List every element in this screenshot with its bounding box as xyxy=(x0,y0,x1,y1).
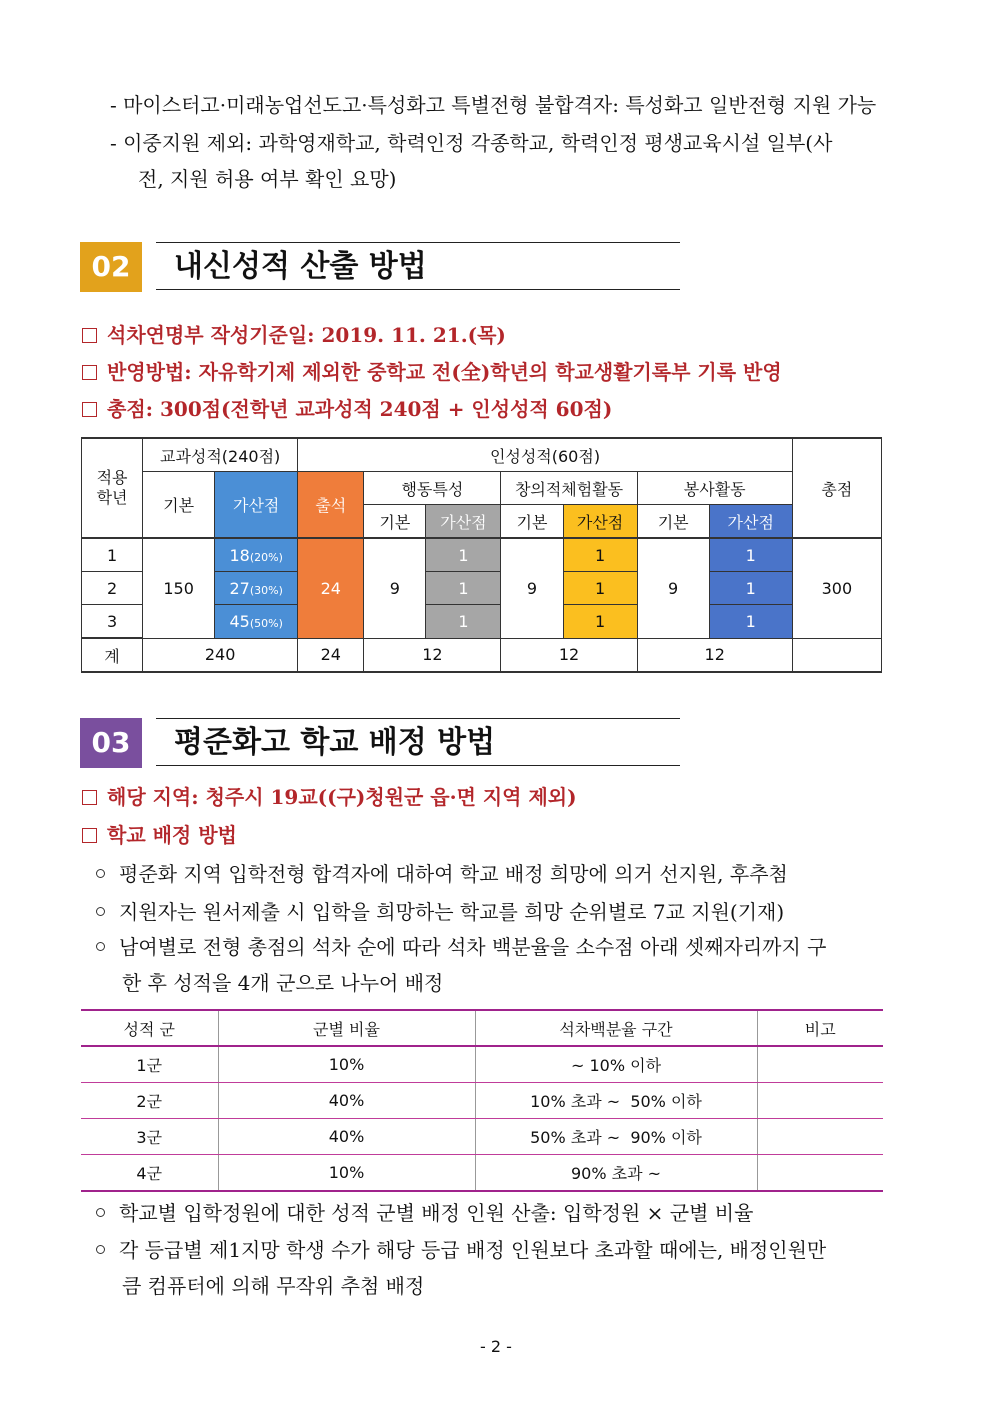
circle-bullet-icon xyxy=(96,907,105,916)
behavior-basic-cell: 9 xyxy=(364,538,426,638)
header-subject-bonus: 가산점 xyxy=(215,472,298,539)
checkbox-icon xyxy=(82,790,97,805)
checkbox-icon xyxy=(82,402,97,417)
sum-subject: 240 xyxy=(143,638,298,672)
table-row: 1군 10% ~ 10% 이하 xyxy=(81,1046,883,1083)
bullet-3-cont: 한 후 성적을 4개 군으로 나누어 배정 xyxy=(122,971,444,995)
header-behavior: 행동특성 xyxy=(364,472,501,505)
header-behavior-bonus: 가산점 xyxy=(426,505,501,539)
header-subject-basic: 기본 xyxy=(143,472,215,539)
volunteer-basic-cell: 9 xyxy=(637,538,709,638)
header-character: 인성성적(60점) xyxy=(298,438,793,472)
header-volunteer-bonus: 가산점 xyxy=(709,505,792,539)
header-subject: 교과성적(240점) xyxy=(143,438,298,472)
creative-bonus-cell: 1 xyxy=(563,605,637,639)
sum-behavior: 12 xyxy=(364,638,501,672)
checkbox-icon xyxy=(82,328,97,343)
sec03-item-1: 해당 지역: 청주시 19교((구)청원군 읍·면 지역 제외) xyxy=(82,780,577,814)
after-bullet-2-cont: 큼 컴퓨터에 의해 무작위 추첨 배정 xyxy=(122,1274,425,1298)
grade-cell: 3 xyxy=(82,605,143,639)
intro-line-3: 전, 지원 허용 여부 확인 요망) xyxy=(138,167,397,191)
header-creative-basic: 기본 xyxy=(501,505,563,539)
subject-bonus-cell: 45(50%) xyxy=(215,605,298,639)
bullet-2: 지원자는 원서제출 시 입학을 희망하는 학교를 희망 순위별로 7교 지원(기재) xyxy=(96,895,784,929)
sum-volunteer: 12 xyxy=(637,638,792,672)
section-number: 02 xyxy=(80,242,142,292)
intro-line-1: - 마이스터고·미래농업선도고·특성화고 특별전형 불합격자: 특성화고 일반전형 지원 가능 xyxy=(110,93,877,117)
after-bullet-1: 학교별 입학정원에 대한 성적 군별 배정 인원 산출: 입학정원 × 군별 비율 xyxy=(96,1196,753,1230)
subject-bonus-cell: 27(30%) xyxy=(215,572,298,605)
checkbox-icon xyxy=(82,365,97,380)
circle-bullet-icon xyxy=(96,942,105,951)
creative-basic-cell: 9 xyxy=(501,538,563,638)
subject-bonus-cell: 18(20%) xyxy=(215,538,298,572)
header-attendance: 출석 xyxy=(298,472,364,539)
header-creative: 창의적체험활동 xyxy=(501,472,637,505)
creative-bonus-cell: 1 xyxy=(563,572,637,605)
sum-attendance: 24 xyxy=(298,638,364,672)
volunteer-bonus-cell: 1 xyxy=(709,538,792,572)
bullet-1: 평준화 지역 입학전형 합격자에 대하여 학교 배정 희망에 의거 선지원, 후추첨 xyxy=(96,857,788,891)
table-row: 3군 40% 50% 초과 ~ 90% 이하 xyxy=(81,1119,883,1155)
section-title: 평준화고 학교 배정 방법 xyxy=(156,718,680,766)
sum-total-empty xyxy=(792,638,881,672)
circle-bullet-icon xyxy=(96,869,105,878)
section-title: 내신성적 산출 방법 xyxy=(156,242,680,290)
circle-bullet-icon xyxy=(96,1208,105,1217)
sec02-item-1: 석차연명부 작성기준일: 2019. 11. 21.(목) xyxy=(82,318,506,352)
intro-line-2: - 이중지원 제외: 과학영재학교, 학력인정 각종학교, 학력인정 평생교육시설 일부(사 xyxy=(110,131,833,155)
header-grade: 적용 학년 xyxy=(82,438,143,538)
circle-bullet-icon xyxy=(96,1245,105,1254)
sec03-item-2: 학교 배정 방법 xyxy=(82,818,237,852)
table-row: 4군 10% 90% 초과 ~ xyxy=(81,1155,883,1192)
grade-cell: 2 xyxy=(82,572,143,605)
subject-basic-cell: 150 xyxy=(143,538,215,638)
section-number: 03 xyxy=(80,718,142,768)
header-behavior-basic: 기본 xyxy=(364,505,426,539)
behavior-bonus-cell: 1 xyxy=(426,605,501,639)
header-volunteer: 봉사활동 xyxy=(637,472,792,505)
creative-bonus-cell: 1 xyxy=(563,538,637,572)
after-bullet-2: 각 등급별 제1지망 학생 수가 해당 등급 배정 인원보다 초과할 때에는, 배정인원만 xyxy=(96,1233,826,1267)
behavior-bonus-cell: 1 xyxy=(426,538,501,572)
sec02-item-3: 총점: 300점(전학년 교과성적 240점 + 인성성적 60점) xyxy=(82,392,612,426)
header-total: 총점 xyxy=(792,438,881,538)
volunteer-bonus-cell: 1 xyxy=(709,605,792,639)
header-volunteer-basic: 기본 xyxy=(637,505,709,539)
sum-creative: 12 xyxy=(501,638,637,672)
header-creative-bonus: 가산점 xyxy=(563,505,637,539)
page-number: - 2 - xyxy=(480,1337,512,1356)
group-table xyxy=(81,1009,883,1192)
bullet-3: 남여별로 전형 총점의 석차 순에 따라 석차 백분율을 소수점 아래 셋째자리까지 구 xyxy=(96,930,827,964)
total-cell: 300 xyxy=(792,538,881,638)
score-table xyxy=(81,437,882,673)
attendance-cell: 24 xyxy=(298,538,364,638)
checkbox-icon xyxy=(82,828,97,843)
group-table-header: 성적 군 군별 비율 석차백분율 구간 비고 xyxy=(81,1010,883,1046)
grade-cell: 1 xyxy=(82,538,143,572)
table-row: 2군 40% 10% 초과 ~ 50% 이하 xyxy=(81,1083,883,1119)
behavior-bonus-cell: 1 xyxy=(426,572,501,605)
sec02-item-2: 반영방법: 자유학기제 제외한 중학교 전(全)학년의 학교생활기록부 기록 반영 xyxy=(82,355,782,389)
volunteer-bonus-cell: 1 xyxy=(709,572,792,605)
sum-label: 계 xyxy=(82,638,143,672)
